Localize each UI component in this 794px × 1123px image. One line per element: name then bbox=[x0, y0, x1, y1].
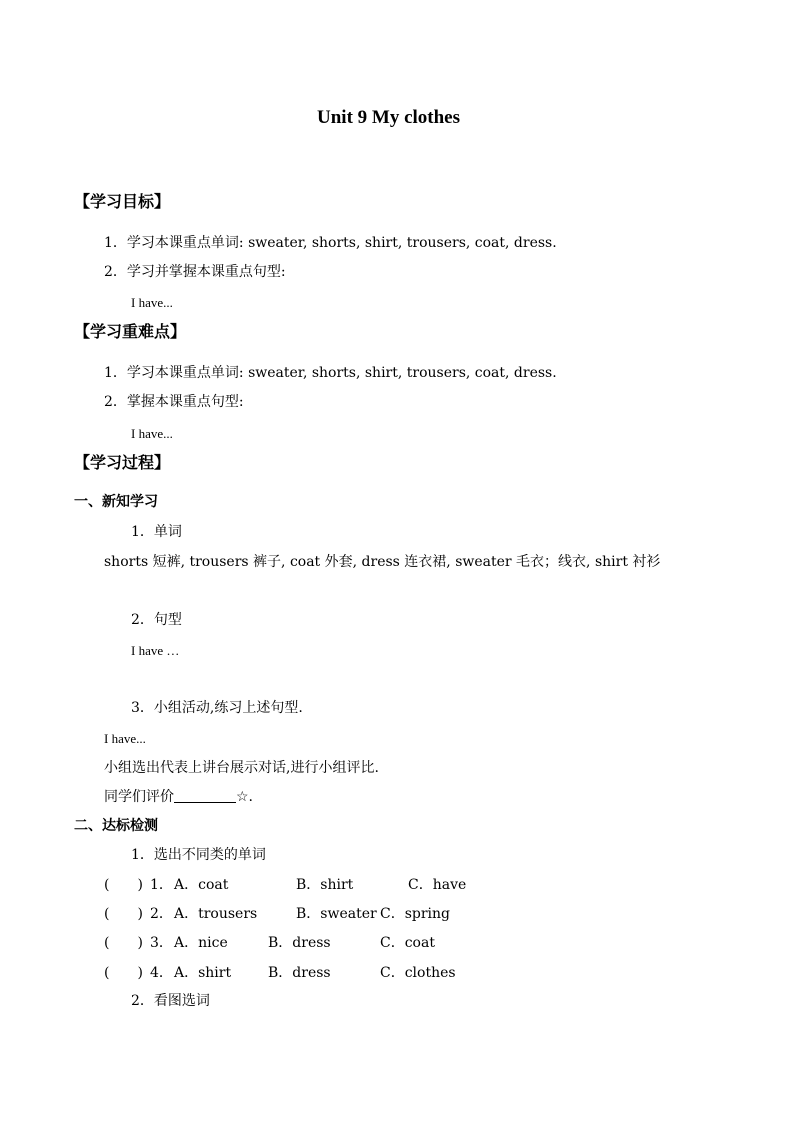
option-a: A．nice bbox=[174, 935, 228, 951]
activity-description: 小组选出代表上讲台展示对话,进行小组评比. bbox=[104, 760, 379, 776]
answer-bracket[interactable]: ( ) bbox=[104, 906, 143, 922]
sentence-pattern: I have … bbox=[131, 643, 180, 658]
answer-bracket[interactable]: ( ) bbox=[104, 965, 143, 981]
page-title: Unit 9 My clothes bbox=[317, 107, 461, 128]
option-b: B．sweater bbox=[296, 906, 377, 922]
evaluation-suffix: ☆. bbox=[236, 789, 254, 805]
answer-bracket[interactable]: ( ) bbox=[104, 935, 143, 951]
option-b: B．dress bbox=[268, 965, 331, 981]
activity-pattern: I have... bbox=[104, 731, 146, 746]
evaluation-prefix: 同学们评价 bbox=[104, 789, 174, 805]
question-1-label: 1．选出不同类的单词 bbox=[131, 847, 266, 863]
key-point-pattern: I have... bbox=[131, 426, 173, 441]
section-heading-process: 【学习过程】 bbox=[74, 453, 171, 472]
section-heading-key-points: 【学习重难点】 bbox=[74, 322, 187, 341]
option-c: C．have bbox=[408, 877, 467, 893]
option-b: B．dress bbox=[268, 935, 331, 951]
key-point-item-1: 1．学习本课重点单词: sweater, shorts, shirt, trousers, coat, dress. bbox=[104, 365, 557, 381]
question-number: 2． bbox=[150, 906, 173, 922]
subsection-heading-test: 二、达标检测 bbox=[74, 818, 158, 834]
key-point-item-2: 2．掌握本课重点句型: bbox=[104, 394, 244, 410]
evaluation-blank[interactable] bbox=[174, 788, 236, 803]
evaluation-line bbox=[104, 788, 253, 806]
option-a: A．trousers bbox=[174, 906, 258, 922]
sentence-label: 2．句型 bbox=[131, 612, 182, 628]
activity-label: 3．小组活动,练习上述句型. bbox=[131, 700, 303, 716]
objective-item-2: 2．学习并掌握本课重点句型: bbox=[104, 264, 286, 280]
words-line: shorts 短裤, trousers 裤子, coat 外套, dress 连衣裙, sweater 毛衣；线衣, shirt 衬衫 bbox=[104, 554, 661, 570]
objective-pattern: I have... bbox=[131, 295, 173, 310]
objective-item-1: 1．学习本课重点单词: sweater, shorts, shirt, trousers, coat, dress. bbox=[104, 235, 557, 251]
answer-bracket[interactable]: ( ) bbox=[104, 877, 143, 893]
question-2-label: 2．看图选词 bbox=[131, 993, 210, 1009]
option-c: C．coat bbox=[380, 935, 435, 951]
option-a: A．shirt bbox=[174, 965, 232, 981]
option-c: C．clothes bbox=[380, 965, 456, 981]
section-heading-objectives: 【学习目标】 bbox=[74, 192, 171, 211]
question-number: 4． bbox=[150, 965, 173, 981]
option-a: A．coat bbox=[174, 877, 229, 893]
subsection-heading-new-learning: 一、新知学习 bbox=[74, 494, 158, 510]
words-label: 1．单词 bbox=[131, 524, 182, 540]
option-b: B．shirt bbox=[296, 877, 354, 893]
question-number: 3． bbox=[150, 935, 173, 951]
question-number: 1． bbox=[150, 877, 173, 893]
option-c: C．spring bbox=[380, 906, 451, 922]
